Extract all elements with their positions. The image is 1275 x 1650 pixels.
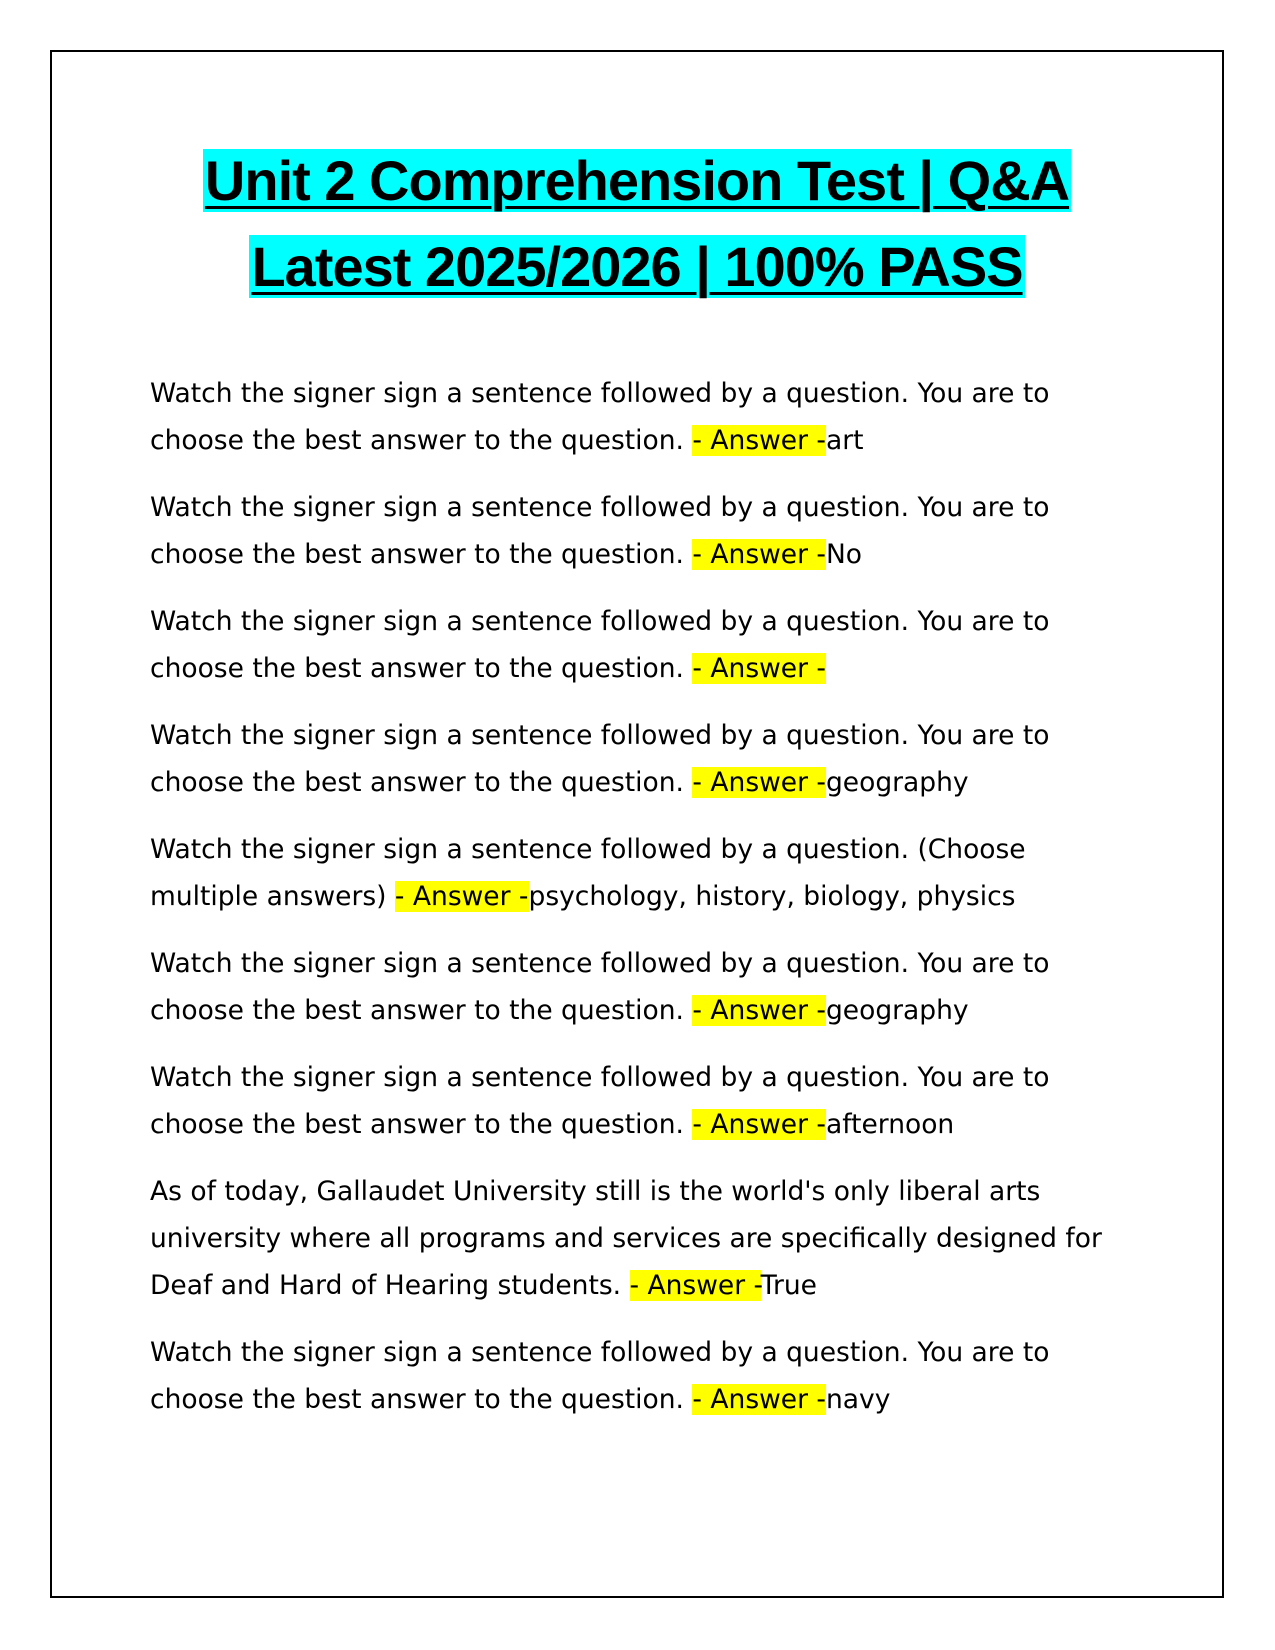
- answer-marker: - Answer -: [692, 767, 826, 798]
- answer-marker: - Answer -: [692, 653, 826, 684]
- answer-marker: - Answer -: [394, 881, 529, 912]
- answer-text: geography: [825, 995, 969, 1026]
- qa-item: [150, 940, 1110, 1034]
- title-line-1: Unit 2 Comprehension Test | Q&A: [204, 149, 1070, 212]
- question-text: Watch the signer sign a sentence followed by a question. You are to choose the best answer to the question.: [150, 720, 1050, 798]
- answer-text: art: [825, 425, 864, 456]
- qa-item: [150, 826, 1110, 920]
- answer-text: psychology, history, biology, physics: [528, 881, 1016, 912]
- question-text: Watch the signer sign a sentence followed by a question. You are to choose the best answer to the question.: [150, 492, 1050, 570]
- answer-text: True: [760, 1270, 817, 1301]
- answer-marker: - Answer -: [629, 1270, 761, 1301]
- answer-marker: - Answer -: [692, 539, 826, 570]
- question-text: Watch the signer sign a sentence followed by a question. You are to choose the best answer to the question.: [150, 1062, 1050, 1140]
- answer-text: No: [825, 539, 863, 570]
- answer-text: afternoon: [825, 1109, 955, 1140]
- answer-marker: - Answer -: [692, 1384, 826, 1415]
- answer-text: geography: [825, 767, 969, 798]
- qa-item: [150, 712, 1110, 806]
- answer-text: navy: [825, 1384, 891, 1415]
- qa-item: [150, 370, 1110, 464]
- question-text: As of today, Gallaudet University still is the world's only liberal arts university where all programs and services are specifically designed for Deaf and Hard of Hearing students.: [150, 1176, 1102, 1301]
- qa-item: [150, 484, 1110, 578]
- answer-marker: - Answer -: [692, 995, 826, 1026]
- qa-item: [150, 1329, 1110, 1423]
- qa-item: [150, 598, 1110, 692]
- question-text: Watch the signer sign a sentence followed by a question. You are to choose the best answer to the question.: [150, 378, 1050, 456]
- question-text: Watch the signer sign a sentence followed by a question. You are to choose the best answer to the question.: [150, 948, 1050, 1026]
- qa-list: [150, 370, 1110, 1443]
- title-line-2: Latest 2025/2026 | 100% PASS: [251, 235, 1023, 298]
- answer-marker: - Answer -: [692, 425, 826, 456]
- document-title: [52, 138, 1222, 310]
- answer-marker: - Answer -: [692, 1109, 826, 1140]
- qa-item: [150, 1054, 1110, 1148]
- question-text: Watch the signer sign a sentence followed by a question. You are to choose the best answer to the question.: [150, 1337, 1050, 1415]
- question-text: Watch the signer sign a sentence followed by a question. (Choose multiple answers): [150, 834, 1026, 912]
- qa-item: [150, 1168, 1110, 1309]
- question-text: Watch the signer sign a sentence followed by a question. You are to choose the best answer to the question.: [150, 606, 1050, 684]
